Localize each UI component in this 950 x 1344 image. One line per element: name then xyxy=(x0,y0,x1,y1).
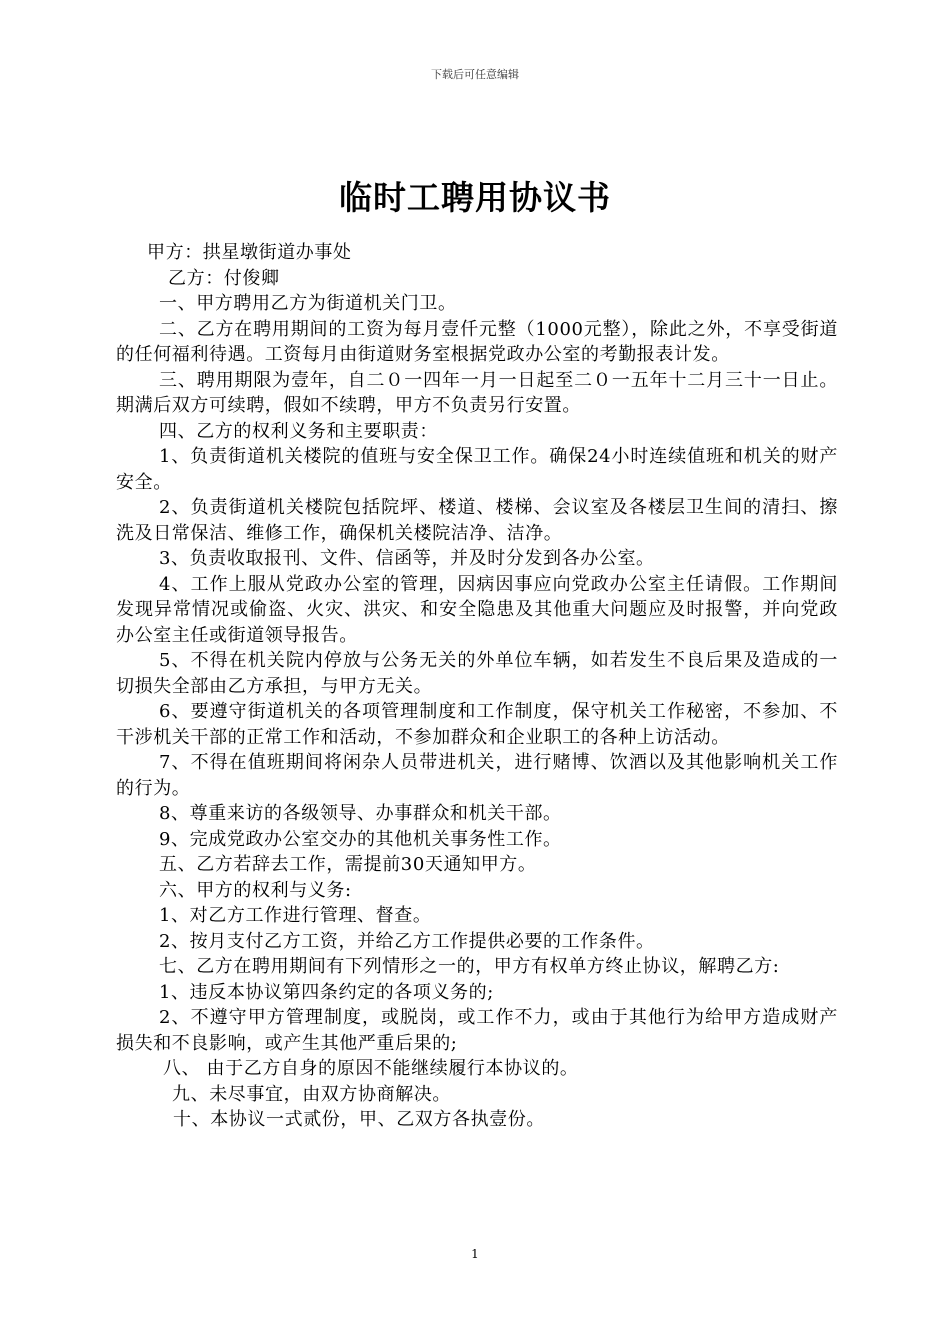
clause-4-item-2: 2、负责街道机关楼院包括院坪、楼道、楼梯、会议室及各楼层卫生间的清扫、擦洗及日常保洁、维修工作，确保机关楼院洁净、洁净。 xyxy=(116,497,838,544)
clause-6: 六、甲方的权利与义务: xyxy=(159,879,352,901)
party-b-line: 乙方：付俊卿 xyxy=(168,267,280,289)
clause-2: 二、乙方在聘用期间的工资为每月壹仟元整（1000元整），除此之外，不享受街道的任何福利待遇。工资每月由街道财务室根据党政办公室的考勤报表计发。 xyxy=(116,318,838,365)
clause-8: 八、 由于乙方自身的原因不能继续履行本协议的。 xyxy=(163,1058,579,1079)
clause-6-item-1: 1、对乙方工作进行管理、督查。 xyxy=(159,905,432,926)
clause-7-item-2: 2、不遵守甲方管理制度，或脱岗，或工作不力，或由于其他行为给甲方造成财产损失和不良影响，或产生其他严重后果的; xyxy=(116,1007,838,1054)
clause-1: 一、甲方聘用乙方为街道机关门卫。 xyxy=(159,293,457,314)
clause-4: 四、乙方的权利义务和主要职责： xyxy=(159,420,438,442)
clause-5: 五、乙方若辞去工作，需提前30天通知甲方。 xyxy=(159,854,537,875)
agreement-body xyxy=(116,240,838,1133)
page-number: 1 xyxy=(471,1247,479,1261)
clause-4-item-4: 4、工作上服从党政办公室的管理，因病因事应向党政办公室主任请假。工作期间发现异常情况或偷盗、火灾、洪灾、和安全隐患及其他重大问题应及时报警，并向党政办公室主任或街道领导报告。 xyxy=(116,573,838,646)
clause-9: 九、未尽事宜，由双方协商解决。 xyxy=(172,1083,451,1105)
clause-7-item-1: 1、违反本协议第四条约定的各项义务的; xyxy=(159,981,494,1003)
clause-4-item-1: 1、负责街道机关楼院的值班与安全保卫工作。确保24小时连续值班和机关的财产安全。 xyxy=(116,446,838,493)
clause-7: 七、乙方在聘用期间有下列情形之一的，甲方有权单方终止协议，解聘乙方: xyxy=(159,956,780,977)
clause-4-item-6: 6、要遵守街道机关的各项管理制度和工作制度，保守机关工作秘密，不参加、不干涉机关干部的正常工作和活动，不参加群众和企业职工的各种上访活动。 xyxy=(116,701,838,748)
clause-4-item-8: 8、尊重来访的各级领导、办事群众和机关干部。 xyxy=(159,803,562,824)
clause-4-item-3: 3、负责收取报刊、文件、信函等，并及时分发到各办公室。 xyxy=(159,548,655,569)
clause-4-item-7: 7、不得在值班期间将闲杂人员带进机关，进行赌博、饮酒以及其他影响机关工作的行为。 xyxy=(116,752,838,799)
clause-6-item-2: 2、按月支付乙方工资，并给乙方工作提供必要的工作条件。 xyxy=(159,930,655,952)
header-note: 下载后可任意编辑 xyxy=(431,68,519,81)
clause-3: 三、聘用期限为壹年，自二０一四年一月一日起至二０一五年十二月三十一日止。期满后双方可续聘，假如不续聘，甲方不负责另行安置。 xyxy=(116,369,838,416)
clause-4-item-9: 9、完成党政办公室交办的其他机关事务性工作。 xyxy=(159,828,562,850)
clause-10: 十、本协议一式贰份，甲、乙双方各执壹份。 xyxy=(173,1109,545,1130)
clause-4-item-5: 5、不得在机关院内停放与公务无关的外单位车辆，如若发生不良后果及造成的一切损失全部由乙方承担，与甲方无关。 xyxy=(116,650,838,697)
party-a-line: 甲方：拱星墩街道办事处 xyxy=(147,242,352,263)
document-title: 临时工聘用协议书 xyxy=(339,178,611,217)
